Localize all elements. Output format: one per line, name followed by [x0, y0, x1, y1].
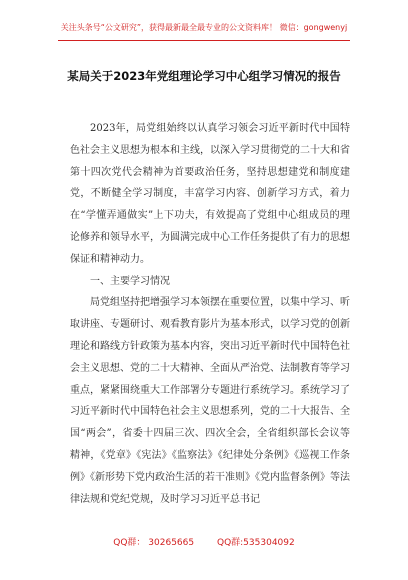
footer-qq-group-2: QQ群:535304092	[216, 538, 295, 548]
footer-contact	[0, 535, 408, 548]
footer-qq-group-1: QQ群： 30265665	[113, 538, 195, 548]
header-divider	[58, 40, 350, 41]
section-heading: 一、主要学习情况	[90, 275, 170, 287]
document-title: 某局关于2023年党组理论学习中心组学习情况的报告	[67, 69, 341, 83]
document-body	[70, 118, 350, 510]
header-banner: 关注头条号“公文研究”，获得最新最全最专业的公文资料库！ 微信：gongwenyj	[60, 23, 348, 32]
section-paragraph: 局党组坚持把增强学习本领摆在重要位置，以集中学习、听取讲座、专题研讨、观看教育影片为基本形式，以学习党的创新理论和路线方针政策为基本内容，突出习近平新时代中国特色社会主义思想、党的二十大精神、全面从严治党、法制教育等学习重点，紧紧围绕重大工作部署分专题进行系统学习。系统学习了习近平新时代中国特色社会主义思想系列，党的二十大报告、全国“两会”，省委十四届三次、四次全会，全省组织部长会议等精神，《党章》《宪法》《监察法》《纪律处分条例》《巡视工作条例》《新形势下党内政治生活的若干准则》《党内监督条例》等法律法规和党纪党规，及时学习习近平总书记	[70, 297, 350, 505]
intro-paragraph: 2023年，局党组始终以认真学习领会习近平新时代中国特色社会主义思想为根本和主线，以深入学习贯彻党的二十大和省第十四次党代会精神为首要政治任务，坚持思想建党和制度建党，不断健全学习制度，丰富学习内容、创新学习方式，着力在“学懂弄通做实”上下功夫，有效提高了党组中心组成员的理论修养和领导水平，为圆满完成中心工作任务提供了有力的思想保证和精神动力。	[70, 123, 350, 265]
